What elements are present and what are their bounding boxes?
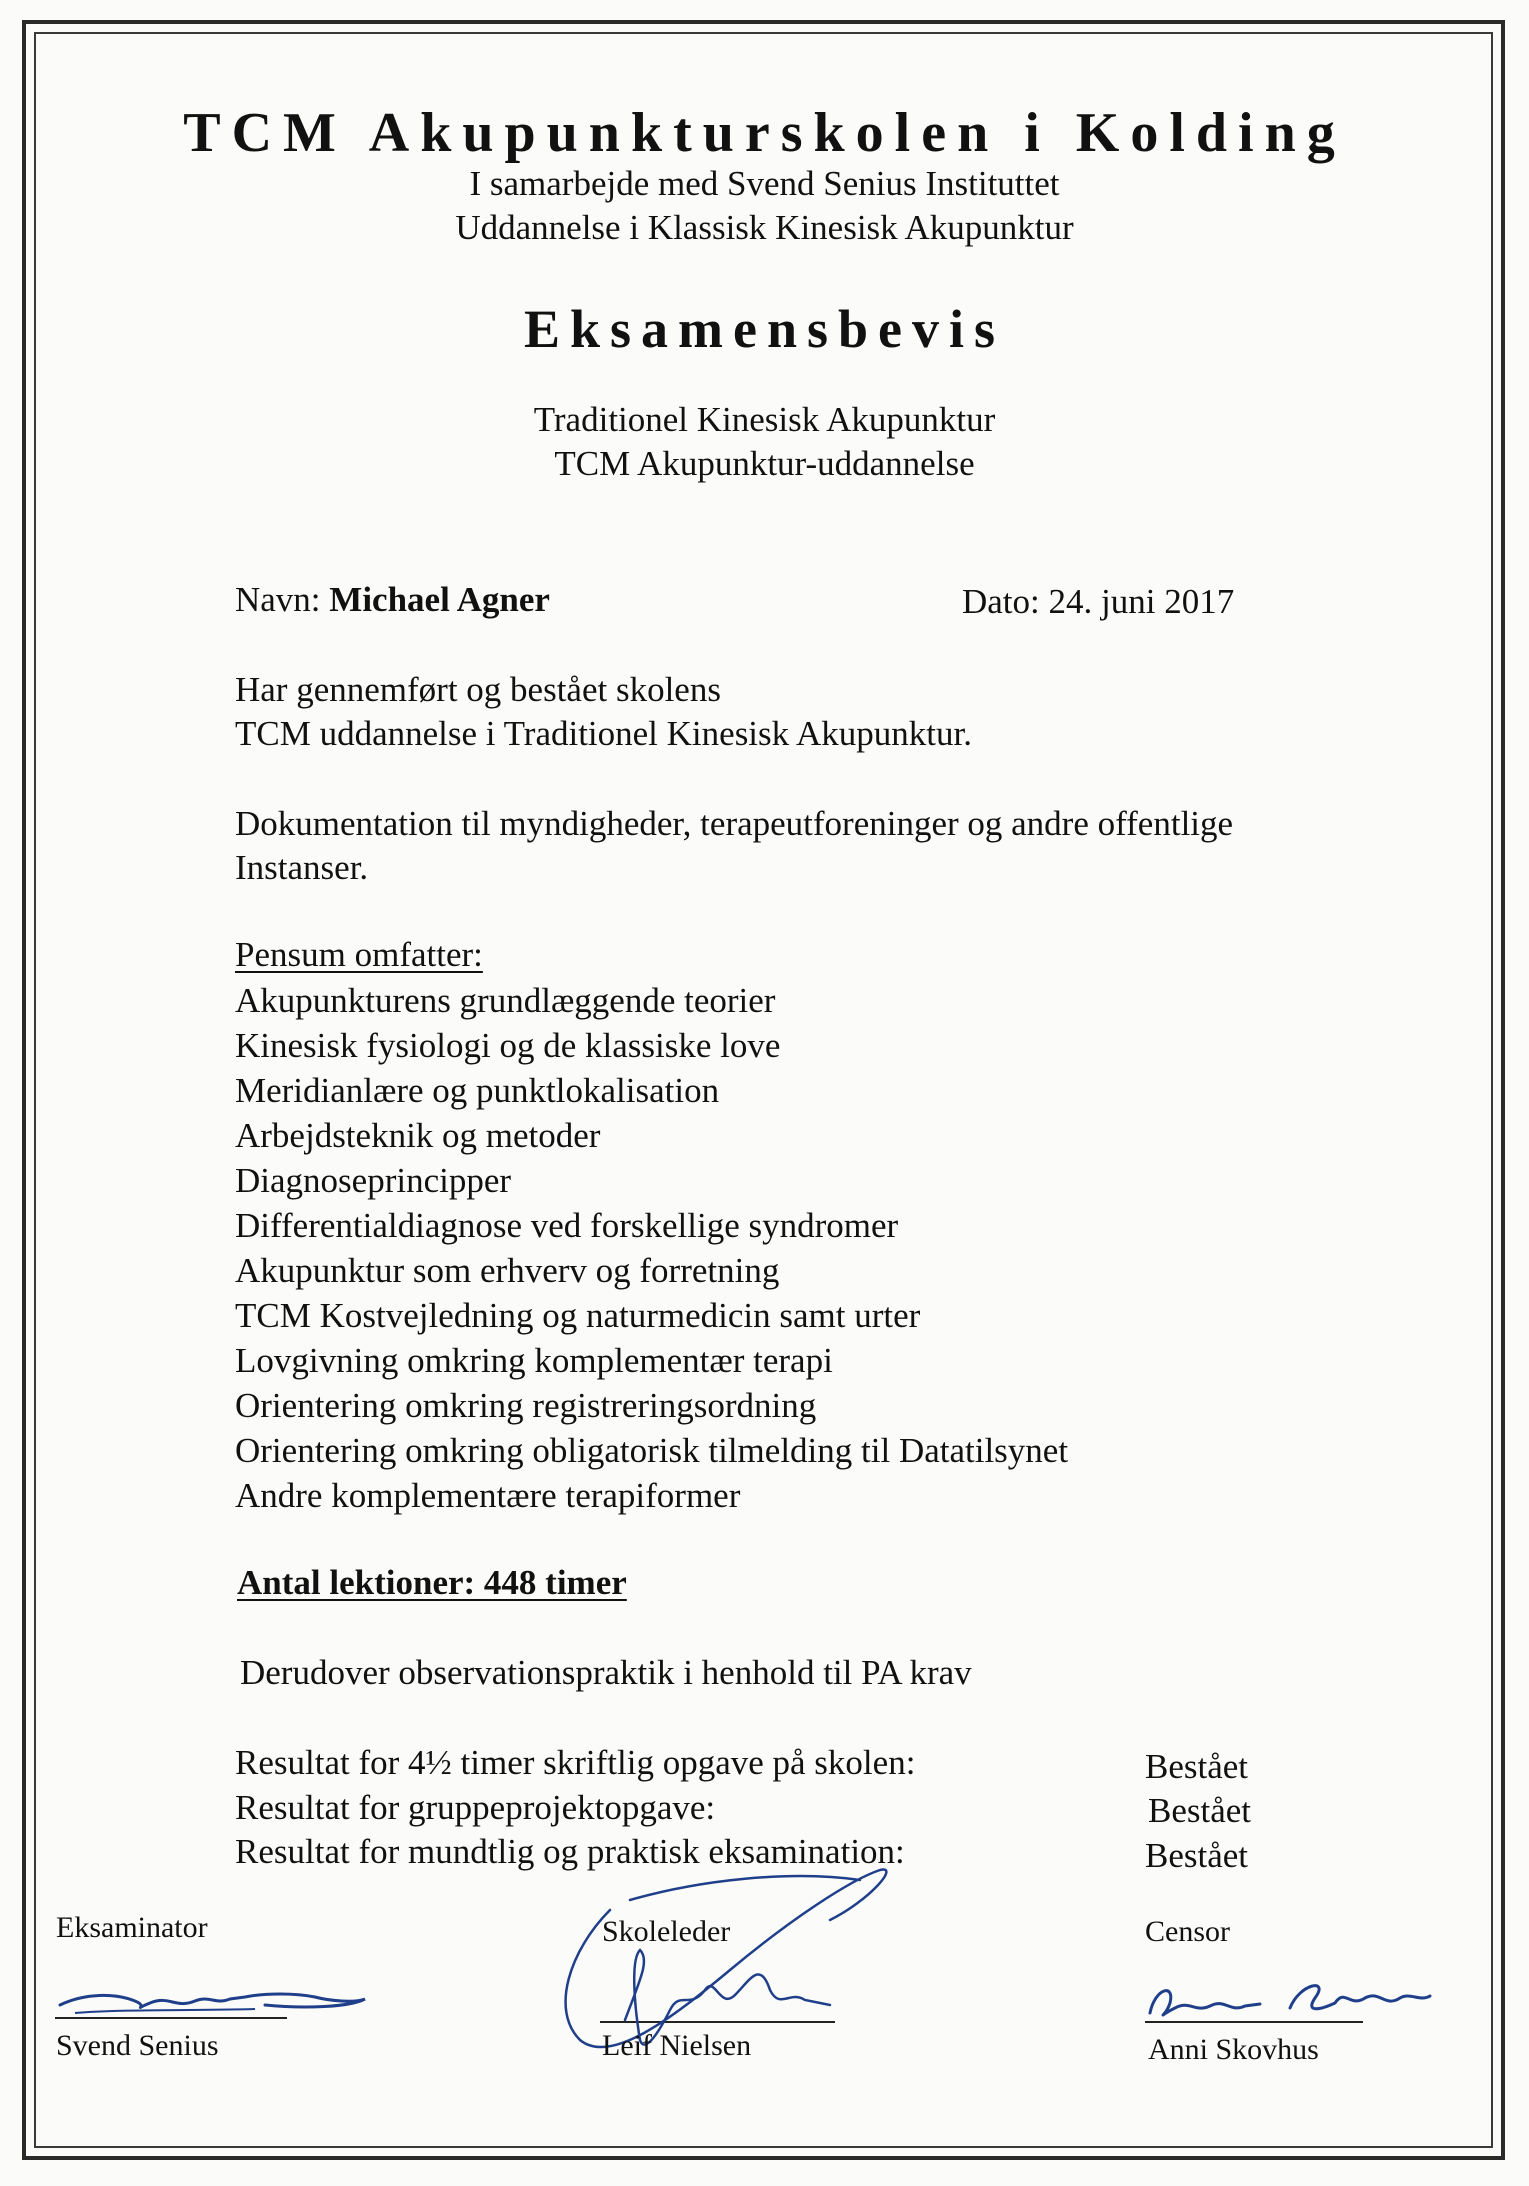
date-value: 24. juni 2017 — [1048, 582, 1235, 621]
result-label: Resultat for 4½ timer skriftlig opgave på skolen: — [235, 1743, 916, 1782]
program-line: Uddannelse i Klassisk Kinesisk Akupunktur — [455, 208, 1074, 247]
result-value: Bestået — [1145, 1747, 1249, 1786]
censor-name: Anni Skovhus — [1148, 2033, 1319, 2066]
censor-signature — [1140, 1968, 1440, 2038]
curriculum-item: Arbejdsteknik og metoder — [235, 1116, 601, 1155]
completion-line-2: TCM uddannelse i Traditionel Kinesisk Akupunktur. — [235, 714, 972, 753]
school-name: TCM Akupunkturskolen i Kolding — [183, 102, 1346, 164]
subtitle-line-2: TCM Akupunktur-uddannelse — [554, 444, 975, 483]
principal-name: Leif Nielsen — [602, 2029, 752, 2062]
result-value: Bestået — [1148, 1791, 1252, 1830]
curriculum-item: TCM Kostvejledning og naturmedicin samt urter — [235, 1296, 921, 1335]
censor-role: Censor — [1145, 1915, 1230, 1948]
curriculum-item: Orientering omkring obligatorisk tilmelding til Datatilsynet — [235, 1431, 1069, 1470]
lesson-count: Antal lektioner: 448 timer — [237, 1563, 627, 1602]
curriculum-item: Akupunktur som erhverv og forretning — [235, 1251, 780, 1290]
curriculum-item: Andre komplementære terapiformer — [235, 1476, 741, 1515]
documentation-line-2: Instanser. — [235, 848, 369, 887]
subtitle-line-1: Traditionel Kinesisk Akupunktur — [533, 400, 996, 439]
curriculum-item: Diagnoseprincipper — [235, 1161, 512, 1200]
curriculum-item: Kinesisk fysiologi og de klassiske love — [235, 1026, 781, 1065]
documentation-line-1: Dokumentation til myndigheder, terapeutforeninger og andre offentlige — [235, 804, 1234, 843]
completion-line-1: Har gennemført og bestået skolens — [235, 670, 721, 709]
curriculum-list — [235, 978, 1068, 1518]
principal-role: Skoleleder — [602, 1915, 731, 1948]
examiner-role: Eksaminator — [56, 1911, 208, 1944]
result-value: Bestået — [1145, 1836, 1249, 1875]
examiner-name: Svend Senius — [56, 2029, 219, 2062]
practice-note: Derudover observationspraktik i henhold til PA krav — [240, 1653, 972, 1692]
examiner-signature — [55, 1975, 375, 2025]
partner-line: I samarbejde med Svend Senius Instituttet — [469, 164, 1060, 203]
result-label: Resultat for mundtlig og praktisk eksamination: — [235, 1832, 905, 1871]
date-row — [962, 580, 1234, 624]
curriculum-item: Akupunkturens grundlæggende teorier — [235, 981, 776, 1020]
curriculum-item: Differentialdiagnose ved forskellige syndromer — [235, 1206, 899, 1245]
curriculum-item: Meridianlære og punktlokalisation — [235, 1071, 720, 1110]
curriculum-item: Orientering omkring registreringsordning — [235, 1386, 817, 1425]
recipient-name: Michael Agner — [329, 580, 550, 619]
name-label: Navn: — [235, 580, 321, 619]
curriculum-item: Lovgivning omkring komplementær terapi — [235, 1341, 833, 1380]
curriculum-heading: Pensum omfatter: — [235, 935, 483, 974]
certificate-title: Eksamensbevis — [523, 299, 1006, 359]
name-row — [235, 578, 550, 622]
result-label: Resultat for gruppeprojektopgave: — [235, 1788, 716, 1827]
date-label: Dato: — [962, 582, 1040, 621]
